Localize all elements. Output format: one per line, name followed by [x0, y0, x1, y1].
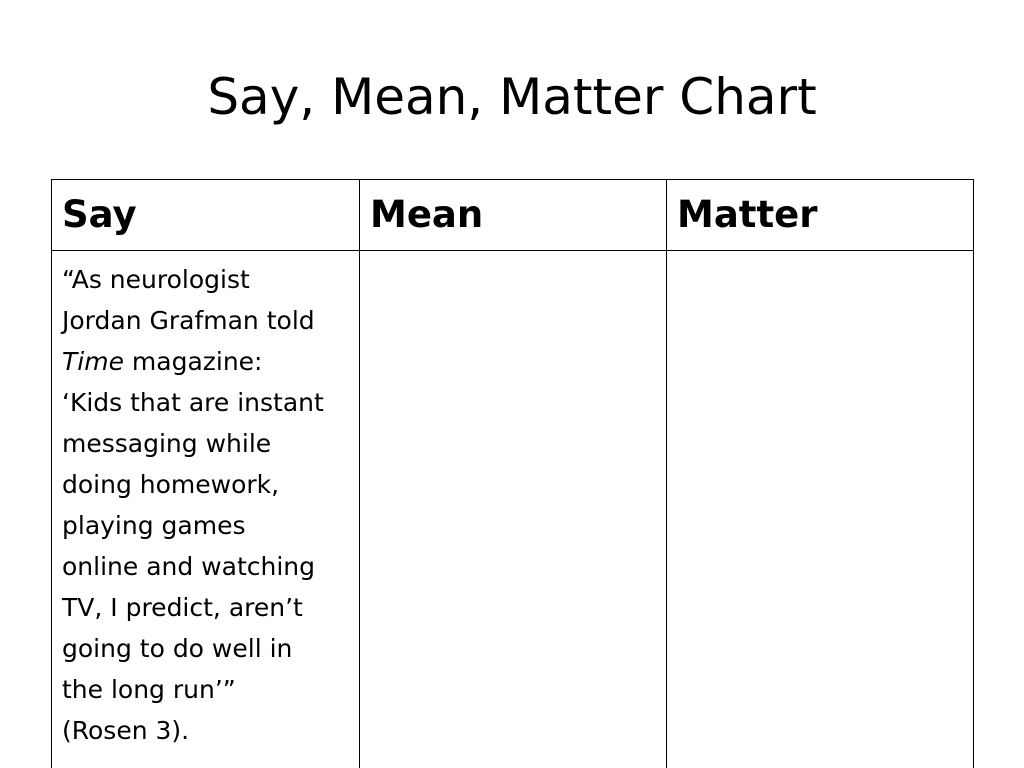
quote-line: TV, I predict, aren’t [62, 593, 303, 622]
quote-line: ‘Kids that are instant [62, 388, 324, 417]
say-cell [52, 251, 360, 768]
quote-line: doing homework, [62, 470, 280, 499]
header-matter: Matter [667, 180, 974, 251]
table-header-row [52, 180, 974, 251]
quote-line: online and watching [62, 552, 316, 581]
quote-line: messaging while [62, 429, 272, 458]
table-row [52, 251, 974, 768]
quote-line-rest: magazine: [123, 347, 263, 376]
slide-title: Say, Mean, Matter Chart [207, 68, 817, 126]
quote-line [62, 341, 349, 382]
mean-cell [360, 251, 667, 768]
quote-line: Jordan Grafman told [62, 306, 315, 335]
header-say: Say [52, 180, 360, 251]
quote-line: the long run’” [62, 675, 236, 704]
italic-title: Time [62, 347, 124, 376]
quote-line: “As neurologist [62, 265, 250, 294]
quote-line: playing games [62, 511, 246, 540]
quote-line: going to do well in [62, 634, 293, 663]
say-mean-matter-table [51, 179, 974, 768]
quote-line: (Rosen 3). [62, 716, 190, 745]
matter-cell [667, 251, 974, 768]
header-mean: Mean [360, 180, 667, 251]
